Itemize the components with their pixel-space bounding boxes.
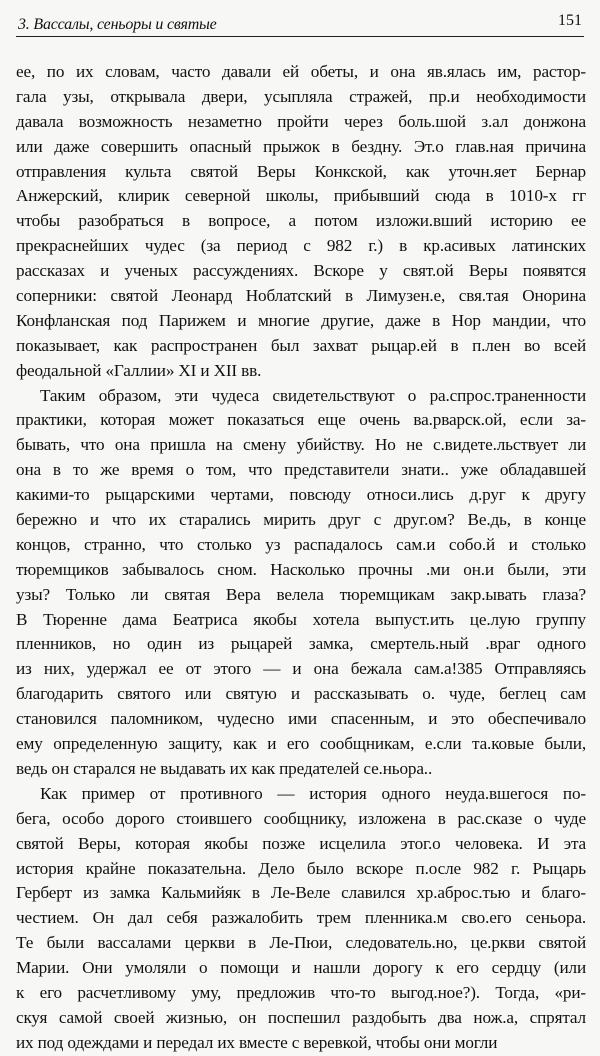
text-line: концов, странно, что столько уз распадалось сам.и собо.й и столько bbox=[16, 534, 586, 554]
text-line: практики, которая может показаться еще очень ва.рварск.ой, если за- bbox=[16, 410, 586, 430]
text-line: показывает, как распространен был захват рыцар.ей в п.лен во всей bbox=[16, 335, 586, 355]
text-line: становился паломником, чудесно ими спасенным, и это обеспечивало bbox=[16, 709, 586, 729]
text-line: ее, по их словам, часто давали ей обеты, и она яв.ялась им, растор- bbox=[16, 62, 586, 81]
text-line: история крайне показательна. Дело было вскоре п.осле 982 г. Рыцарь bbox=[16, 858, 586, 878]
text-line: из них, удержал ее от этого — и она бежала сам.а!385 Отправляясь bbox=[16, 659, 586, 679]
text-line: или даже совершить опасный прыжок в бездну. Эт.о глав.ная причина bbox=[16, 136, 586, 156]
text-line: тюремщиков забывалось сном. Насколько прочны .ми он.и были, эти bbox=[16, 559, 586, 579]
text-line: ему определенную защиту, как и его сообщникам, е.сли та.ковые были, bbox=[16, 734, 586, 754]
text-line: Таким образом, эти чудеса свидетельствуют о ра.спрос.траненности bbox=[40, 385, 586, 405]
text-line: ведь он старался не выдавать их как предателей се.ньора.. bbox=[16, 758, 433, 778]
text-line: соперники: святой Леонард Ноблатский в Лимузен.е, свя.тая Онорина bbox=[16, 286, 586, 306]
text-line: к его расчетливому уму, предложив что-то выгод.ное?). Тогда, «ри- bbox=[16, 982, 586, 1002]
text-line: В Тюренне дама Беатриса якобы хотела выпуст.ить це.лую группу bbox=[16, 609, 586, 629]
text-line: рассказах и ученых рассуждениях. Вскоре у свят.ой Веры появятся bbox=[16, 261, 586, 281]
text-line: их под одеждами и передал их вместе с веревкой, чтобы они могли bbox=[16, 1032, 498, 1052]
text-line: она в то же время о том, что представители знати.. уже обладавшей bbox=[16, 460, 586, 480]
running-header bbox=[16, 6, 584, 37]
paragraph bbox=[16, 60, 586, 384]
text-line: бывать, что она пришла на смену убийству. Но не с.видете.льствует ли bbox=[16, 435, 586, 455]
text-line: святой Веры, которая якобы позже исцелила этог.о человека. И эта bbox=[16, 833, 586, 853]
text-line: Герберт из замка Кальмийяк в Ле-Веле славился хр.аброс.тью и благо- bbox=[16, 883, 586, 903]
paragraph bbox=[16, 384, 586, 782]
chapter-title: 3. Вассалы, сеньоры и святые bbox=[18, 16, 217, 33]
text-line: пленников, но один из рыцарей замка, смертель.ный .враг одного bbox=[16, 634, 586, 654]
text-line: Конфланская под Парижем и многие другие, даже в Нор мандии, что bbox=[16, 310, 586, 330]
text-line: гала узы, открывала двери, усыпляла стражей, пр.и необходимости bbox=[16, 86, 586, 106]
text-line: какими-то рыцарскими чертами, повсюду относи.лись д.руг к другу bbox=[16, 485, 586, 505]
text-line: отправления культа святой Веры Конкской, как уточн.яет Бернар bbox=[16, 161, 586, 181]
text-line: бега, особо дорого стоившего сообщнику, изложена в рас.сказе о чуде bbox=[16, 808, 586, 828]
text-line: давала возможность незаметно пройти через боль.шой з.ал донжона bbox=[16, 111, 586, 131]
text-line: Марии. Они умоляли о помощи и нашли дорогу к его сердцу (или bbox=[16, 958, 586, 978]
text-line: благодарить святого или святую и рассказывать о. чуде, беглец сам bbox=[16, 684, 586, 704]
text-line: узы? Только ли святая Вера велела тюремщикам закр.ывать глаза? bbox=[16, 584, 586, 604]
text-line: чтобы разобраться в вопросе, а потом изложи.вший историю ее bbox=[16, 211, 586, 231]
paragraph bbox=[16, 782, 586, 1056]
text-line: прекраснейших чудес (за период с 982 г.) в кр.асивых латинских bbox=[16, 236, 586, 256]
text-line: феодальной «Галлии» XI и XII вв. bbox=[16, 360, 262, 380]
page-body-text bbox=[16, 60, 586, 1056]
text-line: Анжерский, клирик северной школы, прибывший сюда в 1010-х гг bbox=[16, 186, 586, 206]
page-number: 151 bbox=[558, 12, 582, 29]
text-line: бережно и что их старались мирить друг с друг.ом? Ве.дь, в конце bbox=[16, 510, 586, 530]
text-line: Те были вассалами церкви в Ле-Пюи, следователь.но, це.ркви святой bbox=[16, 933, 586, 953]
text-line: скуя самой своей жизнью, он поспешил раздобыть два нож.а, спрятал bbox=[16, 1007, 586, 1027]
text-line: честием. Он дал себя разжалобить трем пленника.м сво.его сеньора. bbox=[16, 908, 586, 928]
text-line: Как пример от противного — история одного неуда.вшегося по- bbox=[40, 783, 586, 803]
